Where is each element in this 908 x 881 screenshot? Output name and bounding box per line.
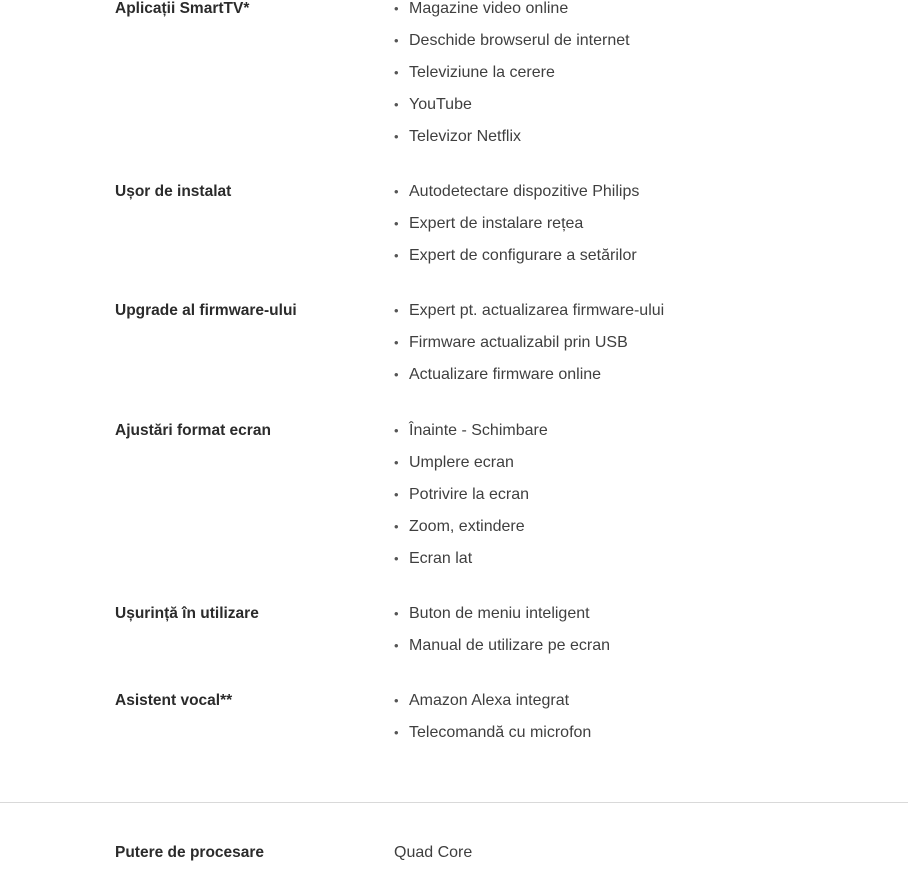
bullet-icon: • [394, 551, 399, 566]
list-item [394, 636, 610, 668]
spec-label: Putere de procesare [115, 844, 265, 861]
list-item [394, 453, 548, 485]
spec-label: Asistent vocal** [115, 692, 233, 709]
spec-value-list [394, 421, 548, 581]
bullet-icon: • [394, 519, 399, 534]
spec-value: Actualizare firmware online [409, 366, 602, 383]
list-item [394, 604, 610, 636]
spec-value-list [394, 301, 664, 397]
spec-value-list [394, 691, 591, 755]
bullet-icon: • [394, 216, 399, 231]
list-item [394, 182, 639, 214]
spec-value: Autodetectare dispozitive Philips [409, 183, 640, 200]
bullet-icon: • [394, 1, 399, 16]
list-item [394, 333, 664, 365]
spec-value: Magazine video online [409, 0, 569, 17]
list-item [394, 63, 630, 95]
list-item [394, 421, 548, 453]
bullet-icon: • [394, 487, 399, 502]
spec-value-list [394, 604, 610, 668]
list-item [394, 517, 548, 549]
bullet-icon: • [394, 335, 399, 350]
spec-label: Ușor de instalat [115, 183, 232, 200]
spec-value: Potrivire la ecran [409, 486, 530, 503]
spec-value: Quad Core [394, 844, 473, 861]
spec-value: Buton de meniu inteligent [409, 605, 590, 622]
spec-value: Televizor Netflix [409, 128, 522, 145]
bullet-icon: • [394, 129, 399, 144]
spec-value-list [394, 182, 639, 278]
list-item [394, 31, 630, 63]
spec-value: YouTube [409, 96, 472, 113]
spec-value: Ecran lat [409, 550, 473, 567]
spec-value: Amazon Alexa integrat [409, 692, 570, 709]
bullet-icon: • [394, 65, 399, 80]
spec-label: Upgrade al firmware-ului [115, 302, 297, 319]
list-item [394, 691, 591, 723]
bullet-icon: • [394, 184, 399, 199]
list-item [394, 214, 639, 246]
bullet-icon: • [394, 33, 399, 48]
list-item [394, 246, 639, 278]
spec-value-list [394, 0, 630, 159]
spec-value: Deschide browserul de internet [409, 32, 630, 49]
spec-value: Manual de utilizare pe ecran [409, 637, 611, 654]
spec-value: Firmware actualizabil prin USB [409, 334, 628, 351]
list-item [394, 0, 630, 31]
spec-label: Ajustări format ecran [115, 422, 271, 439]
list-item [394, 95, 630, 127]
list-item [394, 365, 664, 397]
bullet-icon: • [394, 97, 399, 112]
list-item [394, 549, 548, 581]
bullet-icon: • [394, 725, 399, 740]
spec-value: Televiziune la cerere [409, 64, 555, 81]
spec-label: Aplicații SmartTV* [115, 0, 250, 17]
bullet-icon: • [394, 367, 399, 382]
bullet-icon: • [394, 606, 399, 621]
bullet-icon: • [394, 693, 399, 708]
spec-value: Expert de configurare a setărilor [409, 247, 637, 264]
bullet-icon: • [394, 248, 399, 263]
bullet-icon: • [394, 303, 399, 318]
spec-value: Telecomandă cu microfon [409, 724, 592, 741]
section-divider [0, 802, 908, 803]
spec-value: Expert de instalare rețea [409, 215, 584, 232]
spec-value: Zoom, extindere [409, 518, 525, 535]
spec-value: Umplere ecran [409, 454, 514, 471]
spec-label: Ușurință în utilizare [115, 605, 259, 622]
list-item [394, 485, 548, 517]
list-item [394, 723, 591, 755]
bullet-icon: • [394, 638, 399, 653]
spec-value: Expert pt. actualizarea firmware-ului [409, 302, 665, 319]
spec-value: Înainte - Schimbare [409, 422, 548, 439]
list-item [394, 127, 630, 159]
list-item [394, 301, 664, 333]
bullet-icon: • [394, 455, 399, 470]
bullet-icon: • [394, 423, 399, 438]
